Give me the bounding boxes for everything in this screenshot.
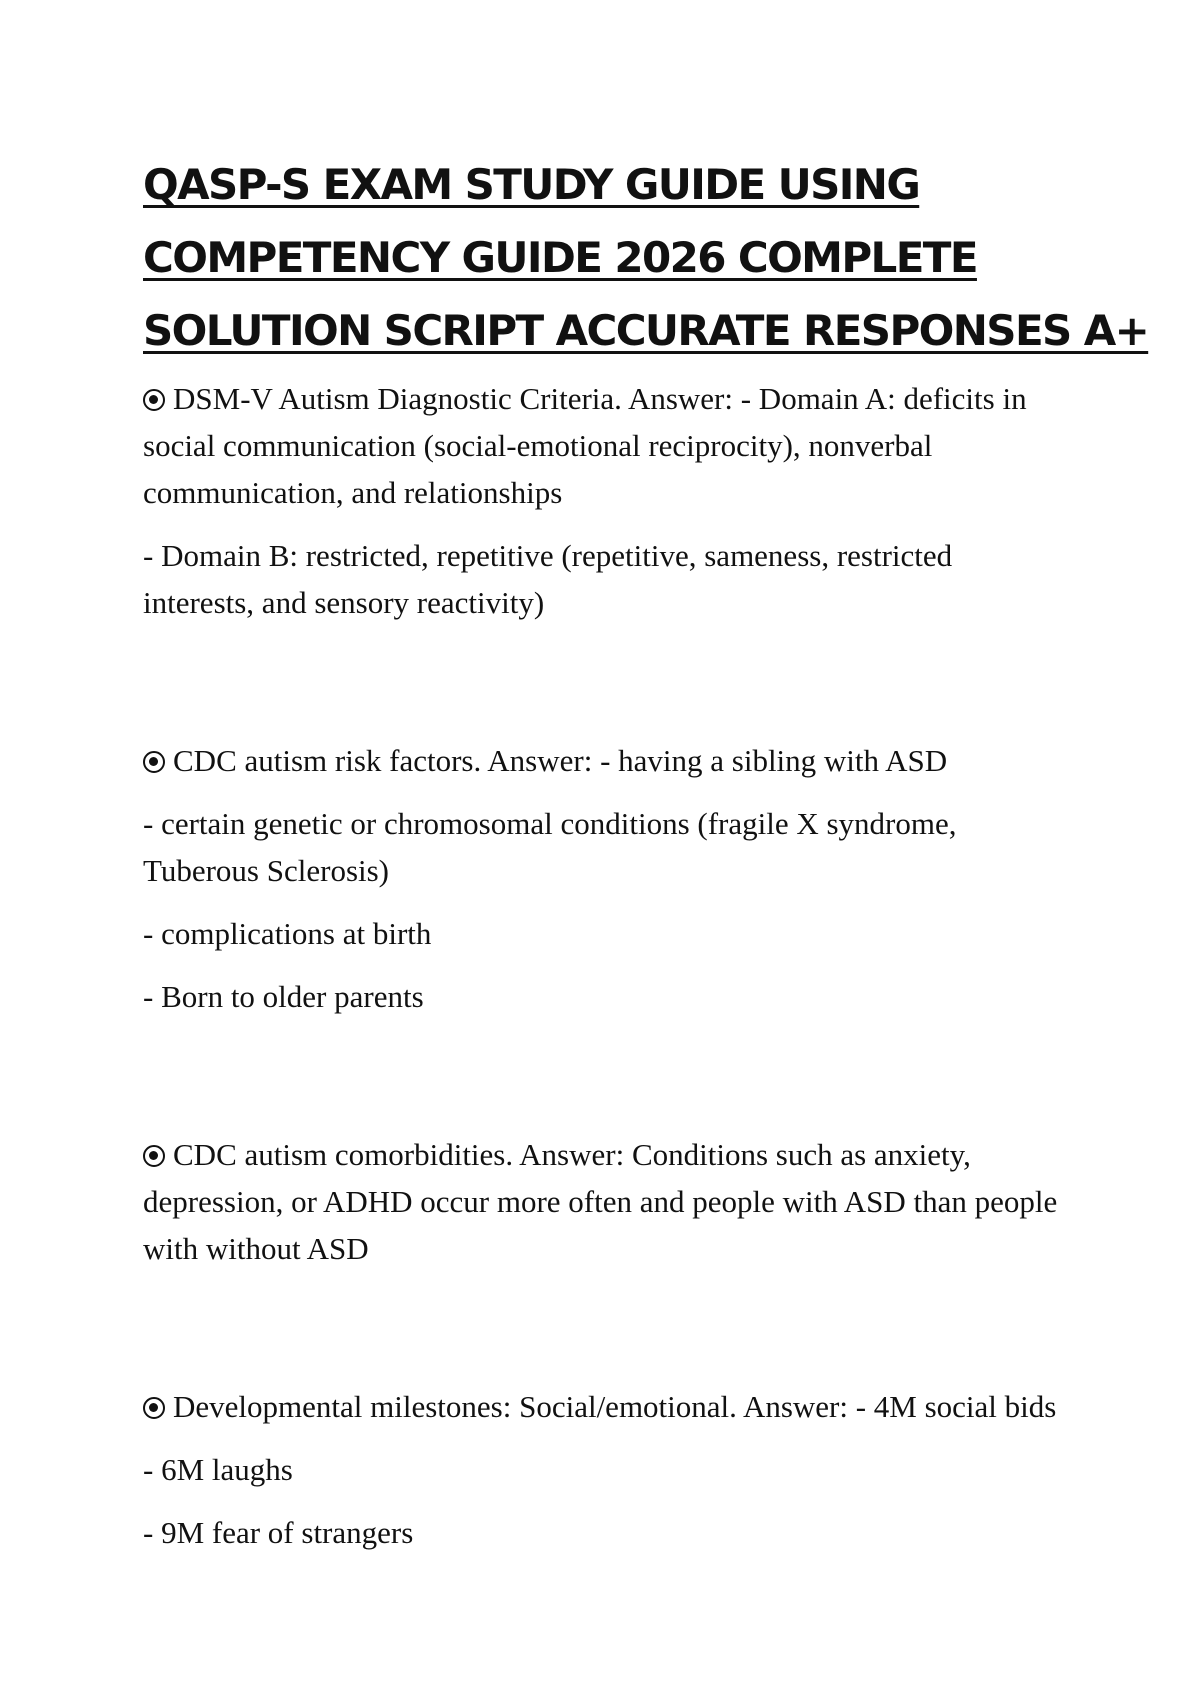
title-line: QASP-S EXAM STUDY GUIDE USING (143, 160, 920, 209)
entry-spacer (143, 1288, 1063, 1383)
fisheye-bullet-icon (143, 751, 165, 773)
fisheye-bullet-icon (143, 389, 165, 411)
entry-question (143, 375, 1063, 516)
fisheye-bullet-icon (143, 1397, 165, 1419)
qa-entry-dsm-v (143, 375, 1063, 626)
entry-spacer (143, 1036, 1063, 1131)
entry-line: - 6M laughs (143, 1452, 293, 1487)
document-title (143, 148, 1149, 367)
entry-spacer (143, 642, 1063, 737)
entry-line: - Domain B: restricted, repetitive (repetitive, sameness, restricted interests, and sensory reactivity) (143, 538, 953, 620)
entry-question (143, 1131, 1063, 1272)
title-line: SOLUTION SCRIPT ACCURATE RESPONSES A+ (143, 306, 1149, 355)
entry-lead-text: CDC autism risk factors. Answer: - having a sibling with ASD (173, 743, 948, 778)
entry-line: - complications at birth (143, 916, 432, 951)
entry-line: - certain genetic or chromosomal conditions (fragile X syndrome, Tuberous Sclerosis) (143, 806, 957, 888)
entry-question (143, 1383, 1063, 1430)
fisheye-bullet-icon (143, 1145, 165, 1167)
qa-entry-cdc-comorbidities (143, 1131, 1063, 1272)
entry-lead-text: CDC autism comorbidities. Answer: Conditions such as anxiety, depression, or ADHD occur more often and people with ASD than people with without ASD (143, 1137, 1058, 1266)
title-line: COMPETENCY GUIDE 2026 COMPLETE (143, 233, 977, 282)
entry-line: - 9M fear of strangers (143, 1515, 414, 1550)
document-body (143, 375, 1063, 1556)
document-page (143, 148, 1149, 1572)
entry-lead-text: Developmental milestones: Social/emotional. Answer: - 4M social bids (173, 1389, 1057, 1424)
entry-line: - Born to older parents (143, 979, 424, 1014)
entry-question (143, 737, 1063, 784)
qa-entry-developmental-milestones (143, 1383, 1063, 1556)
qa-entry-cdc-risk-factors (143, 737, 1063, 1020)
entry-lead-text: DSM-V Autism Diagnostic Criteria. Answer: - Domain A: deficits in social communication (social-emotional reciprocity), nonverbal communication, and relationships (143, 381, 1027, 510)
